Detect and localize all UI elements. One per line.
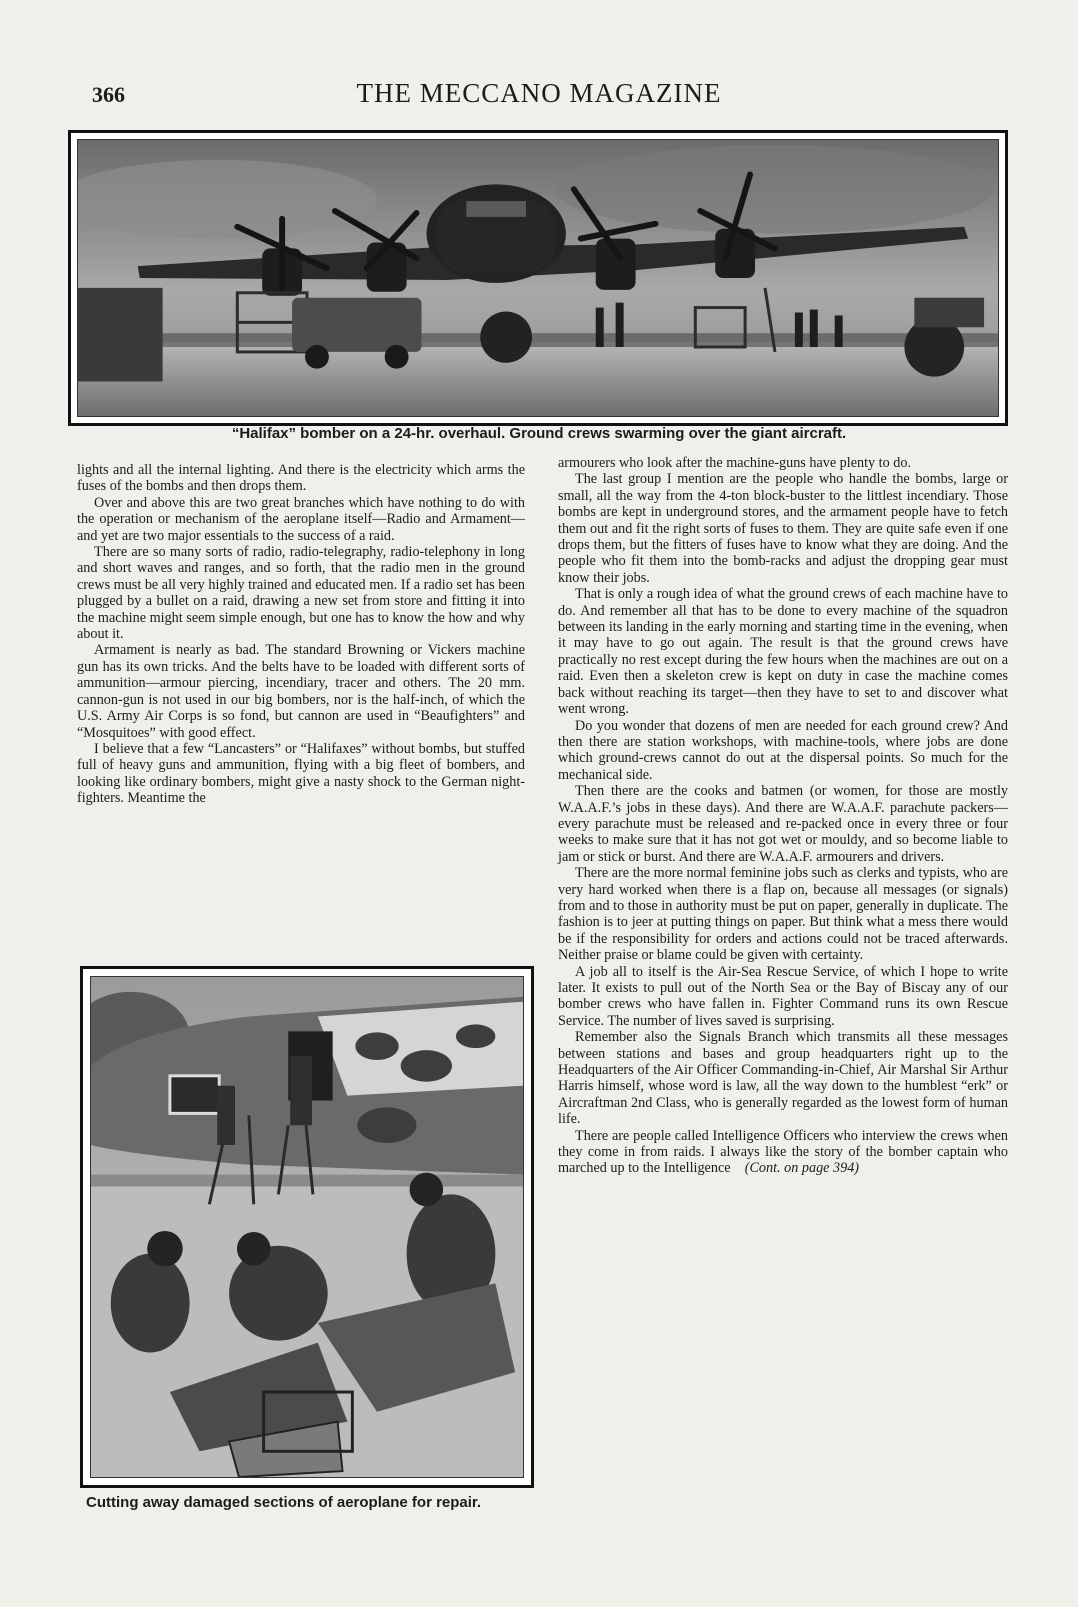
halifax-bomber-illustration bbox=[78, 140, 998, 416]
repair-crew-photo bbox=[80, 966, 534, 1488]
paragraph-text: There are people called Intelligence Officers who interview the crews when they come in from raids. I always like the story of the bomber captain who marched up to the Intelligence bbox=[558, 1127, 1008, 1177]
top-photo-caption: “Halifax” bomber on a 24-hr. overhaul. Ground crews swarming over the giant aircraft. bbox=[231, 425, 847, 442]
paragraph: There are so many sorts of radio, radio-telegraphy, radio-telephony in long and short waves and ranges, and so forth, that the radio men in the ground crews must be all very highly trained and educated men. If a radio set has been plugged by a bullet on a raid, drawing a new set from store and fitting it into the machine might seem simple enough, but one has to know the how and why about it. bbox=[77, 544, 525, 643]
paragraph: Then there are the cooks and batmen (or women, for those are mostly W.A.A.F.’s jobs in these days). And there are W.A.A.F. parachute packers—every parachute must be released and re-packed once in every three or four weeks to make sure that it has not got wet or mouldy, and so become liable to jam or stick or burst. And there are W.A.A.F. armourers and drivers. bbox=[558, 783, 1008, 865]
repair-crew-illustration bbox=[91, 977, 523, 1477]
article-right-column bbox=[558, 455, 1008, 1177]
paragraph: I believe that a few “Lancasters” or “Halifaxes” without bombs, but stuffed full of heavy guns and ammunition, flying with a big fleet of bombers, and looking like ordinary bombers, might give a nasty shock to the German night-fighters. Meantime the bbox=[77, 740, 525, 807]
paragraph: A job all to itself is the Air-Sea Rescue Service, of which I hope to write later. It exists to pull out of the North Sea or the Bay of Biscay any of our bomber crews who have fallen in. Fighter Command runs its own Rescue Service. The number of lives saved is surprising. bbox=[558, 963, 1008, 1029]
magazine-title: THE MECCANO MAGAZINE bbox=[356, 78, 722, 108]
article-left-column bbox=[77, 462, 525, 807]
halifax-bomber-photo bbox=[68, 130, 1008, 426]
paragraph: That is only a rough idea of what the ground crews of each machine have to do. And remember all that has to be done to every machine of the squadron between its landing in the early morning and starting time in the evening, when it may have to go out again. The result is that the ground crews have practically no rest except during the few hours when the machines are out on a raid. Even then a skeleton crew is kept on duty in case the machine comes back without reaching its target—then they have to set to and discover what went wrong. bbox=[558, 586, 1008, 718]
bottom-photo-caption: Cutting away damaged sections of aeroplane for repair. bbox=[86, 1494, 482, 1511]
paragraph: Do you wonder that dozens of men are needed for each ground crew? And then there are station workshops, with machine-tools, where jobs are done which ground-crews cannot do out at the dispersal points. So much for the mechanical side. bbox=[558, 717, 1008, 783]
paragraph: There are the more normal feminine jobs such as clerks and typists, who are very hard worked when there is a flap on, because all messages (or signals) from and to those in authority must be put on paper, generally in duplicate. The fashion is to jeer at putting things on paper. But think what a mess there would be if the responsibility for orders and actions could not be traced afterwards. Neither praise or blame could be given with certainty. bbox=[558, 865, 1008, 964]
page-header bbox=[0, 78, 1078, 112]
paragraph: lights and all the internal lighting. And there is the electricity which arms the fuses of the bombs and then drops them. bbox=[77, 462, 525, 495]
paragraph: armourers who look after the machine-guns have plenty to do. bbox=[558, 455, 912, 471]
paragraph: Armament is nearly as bad. The standard Browning or Vickers machine gun has its own tricks. And the belts have to be loaded with different sorts of ammunition—armour piercing, incendiary, tracer and others. The 20 mm. cannon-gun is not used in our big bombers, nor is the half-inch, of which the U.S. Army Air Corps is so fond, but cannon are used in “Beaufighters” and “Mosquitoes” with good effect. bbox=[77, 642, 525, 741]
continuation-note: (Cont. on page 394) bbox=[744, 1160, 860, 1177]
photo-image bbox=[90, 976, 524, 1478]
paragraph: Remember also the Signals Branch which transmits all these messages between stations and bases and group headquarters right up to the Headquarters of the Air Officer Commanding-in-Chief, Air Marshal Sir Arthur Harris himself, whose word is law, all the way down to the humblest “erk” or Aircraftman 2nd Class, who is generally regarded as the lowest form of human life. bbox=[558, 1029, 1008, 1128]
paragraph: The last group I mention are the people who handle the bombs, large or small, all the way from the 4-ton block-buster to the littlest incendiary. Those bombs are kept in underground stores, and the armament people have to fetch them out and fit the right sorts of fuses to them. They are quite safe even if one drops them, but the fitters of fuses have to know what they are doing. And the people who fit them into the bomb-racks and adjust the dropping gear must know their jobs. bbox=[558, 471, 1008, 586]
photo-image bbox=[77, 139, 999, 417]
paragraph-last bbox=[558, 1128, 1008, 1177]
paragraph: Over and above this are two great branches which have nothing to do with the operation or mechanism of the aeroplane itself—Radio and Armament—and yet are two major essentials to the success of a raid. bbox=[77, 494, 525, 544]
page-number: 366 bbox=[92, 82, 125, 107]
